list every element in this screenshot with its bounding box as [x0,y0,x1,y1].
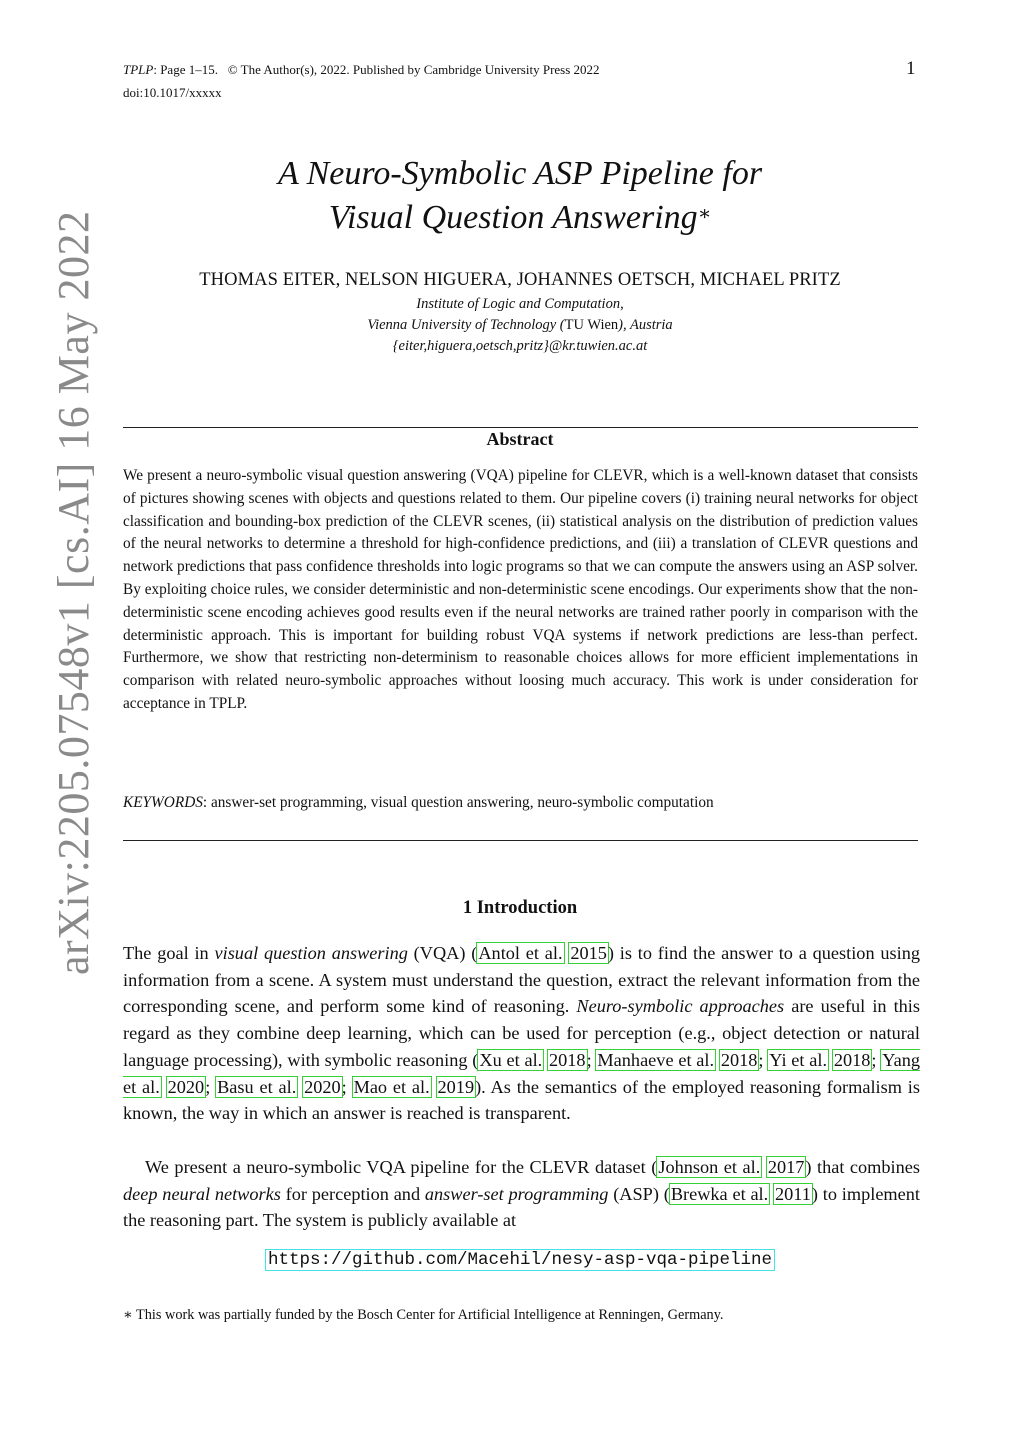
p1-text: are useful in this regard as they combine deep learning, which can be used for perception (e.g., object detection or natural language processing), with symbolic reasoning ( [123,996,920,1070]
citation-link[interactable]: Johnson et al. [658,1157,761,1177]
citation-link[interactable]: Yang et al. [123,1049,921,1097]
abstract-heading: Abstract [486,429,554,449]
citation-year-link[interactable]: 2019 [437,1076,475,1097]
header-doi: doi:10.1017/xxxxx [123,85,222,100]
title-line-2-text: Visual Question Answering [328,199,698,236]
affil-country: ), Austria [618,317,673,333]
p1-emph-vqa: visual question answering [214,943,408,963]
title-line-2 [120,196,920,240]
p2-emph-dnn: deep neural networks [123,1183,281,1204]
footnote [123,1307,918,1324]
title-line-1: A Neuro-Symbolic ASP Pipeline for [277,155,763,192]
citation-separator: ; [586,1049,597,1070]
citation-link[interactable]: Xu et al. [479,1049,543,1070]
citation-link[interactable]: Basu et al. [217,1076,297,1097]
section-heading: 1 Introduction [462,898,578,918]
citation-year-link[interactable]: 2018 [720,1049,758,1070]
p2-emph-asp: answer-set programming [424,1183,609,1204]
citation-link[interactable]: Antol et al. [478,943,563,963]
repository-url-link[interactable]: https://github.com/Macehil/nesy-asp-vqa-pipeline [265,1249,775,1271]
keywords [123,794,918,812]
p2-text: for perception and [280,1183,425,1204]
citation-year-link[interactable]: 2015 [570,943,607,963]
keywords-label: KEYWORDS [123,794,203,811]
citation-year-link[interactable]: 2020 [167,1076,205,1097]
journal-name: TPLP [123,62,154,77]
intro-paragraph-1 [123,940,920,1127]
affiliation-line-2 [120,315,920,336]
abstract-bottom-rule [123,840,918,841]
citation-link[interactable]: Manhaeve et al. [597,1049,715,1070]
header-pages: : Page 1–15. [153,62,218,77]
citation-separator: ; [871,1049,882,1070]
p1-text: ). As the semantics of the employed reasoning formalism is known, the way in which an answer is reached is transparent. [123,1076,920,1124]
footnote-text: This work was partially funded by the Bosch Center for Artificial Intelligence at Renningen, Germany. [132,1307,724,1323]
affil-abbrev: TU Wien [564,317,619,333]
citation-link[interactable]: Mao et al. [353,1076,430,1097]
paper-title [120,152,920,240]
p1-emph-neurosym: Neuro-symbolic approaches [576,996,785,1017]
running-header [123,60,600,80]
citation-year-link[interactable]: 2020 [304,1076,341,1097]
citation-separator: ; [758,1049,769,1070]
p1-text: ) is to find the answer to a question using information from a scene. A system must understand the question, extract the relevant information from the corresponding scene, and perform some kind of reasoning. [123,943,920,1017]
citation-year-link[interactable]: 2017 [767,1157,805,1177]
header-copyright: © The Author(s), 2022. Published by Cambridge University Press 2022 [227,62,600,77]
arxiv-stamp: arXiv:2205.07548v1 [cs.AI] 16 May 2022 [49,210,98,975]
citation-separator: ; [205,1076,217,1097]
abstract-top-rule [123,427,918,428]
p1-text: (VQA) ( [407,943,478,963]
citation-separator: ; [341,1076,353,1097]
citation-year-link[interactable]: 2011 [775,1183,811,1204]
p2-text: ) to implement the reasoning part. The system is publicly available at [123,1183,920,1231]
citation-year-link[interactable]: 2018 [833,1049,871,1070]
affiliation [120,294,920,357]
abstract-text: We present a neuro-symbolic visual question answering (VQA) pipeline for CLEVR, which is a well-known dataset that consists of pictures showing scenes with objects and questions related to them. Our pipeline covers (i) training neural networks for object classification and bounding-box prediction of the CLEVR scenes, (ii) statistical analysis on the distribution of prediction values of the neural networks to determine a threshold for high-confidence predictions, and (iii) a translation of CLEVR questions and network predictions that pass confidence thresholds into logic programs so that we can compute the answers using an ASP solver. By exploiting choice rules, we consider deterministic and non-deterministic scene encodings. Our experiments show that the non-deterministic scene encoding achieves good results even if the neural networks are trained rather poorly in comparison with the deterministic approach. This is important for building robust VQA systems if network predictions are less-than perfect. Furthermore, we show that restricting non-determinism to reasonable choices allows for more efficient implementations in comparison with related neuro-symbolic approaches without loosing much accuracy. This work is under consideration for acceptance in TPLP. [123,467,918,712]
author-emails: {eiter,higuera,oetsch,pritz}@kr.tuwien.ac.at [392,338,648,354]
title-footnote-mark: ∗ [697,203,712,225]
footnote-mark: ∗ [123,1307,133,1323]
page-number: 1 [906,58,916,79]
repository-url-line [120,1250,920,1270]
intro-paragraph-2 [123,1154,920,1234]
citation-link[interactable]: Brewka et al. [670,1183,769,1204]
keywords-text: : answer-set programming, visual question answering, neuro-symbolic computation [202,794,714,811]
citation-year-link[interactable]: 2018 [549,1049,586,1070]
affiliation-line-1: Institute of Logic and Computation, [416,296,624,312]
author-list: THOMAS EITER, NELSON HIGUERA, JOHANNES OETSCH, MICHAEL PRITZ [199,270,841,290]
p1-text: The goal in [123,943,215,963]
p2-text: ) that combines [805,1157,920,1177]
p2-text: We present a neuro-symbolic VQA pipeline for the CLEVR dataset ( [145,1157,658,1177]
p2-text: (ASP) ( [608,1183,670,1204]
affil-univ: Vienna University of Technology ( [367,317,565,333]
citation-link[interactable]: Yi et al. [769,1049,828,1070]
